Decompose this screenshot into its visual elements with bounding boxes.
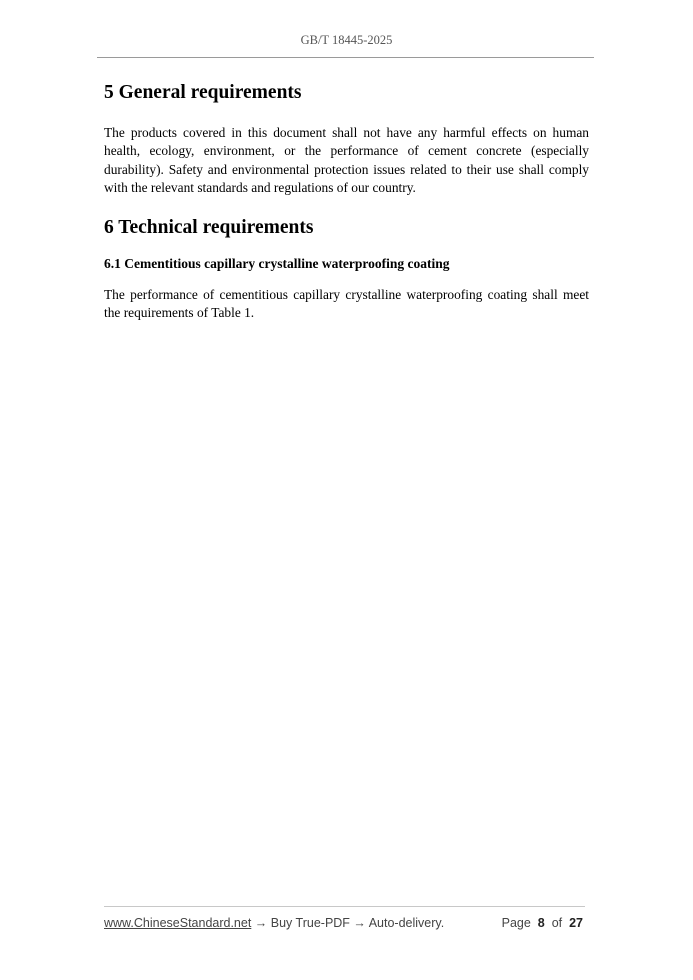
section-6-1-heading: 6.1 Cementitious capillary crystalline waterproofing coating xyxy=(104,256,450,272)
page-word: Page xyxy=(501,916,531,930)
footer-promo-text: → Buy True-PDF → Auto-delivery. xyxy=(251,916,445,930)
section-6-heading: 6 Technical requirements xyxy=(104,217,314,239)
header-divider xyxy=(97,57,594,58)
current-page-number: 8 xyxy=(537,916,545,930)
section-5-heading: 5 General requirements xyxy=(104,82,302,103)
running-header: GB/T 18445-2025 xyxy=(300,33,393,47)
section-6-1-paragraph: The performance of cementitious capillary crystalline waterproofing coating shall meet the requirements of Table 1. xyxy=(104,287,589,321)
site-link[interactable]: www.ChineseStandard.net xyxy=(104,916,252,930)
of-word: of xyxy=(551,916,563,930)
page-content xyxy=(104,80,589,323)
section-5-paragraph: The products covered in this document shall not have any harmful effects on human health, ecology, environment, or the performance of cement concrete (especially durability). Safety and environmental protection issues related to their use shall comply with the relevant standards and regulations of our country. xyxy=(104,125,589,195)
footer-divider xyxy=(104,906,585,907)
total-pages-number: 27 xyxy=(569,916,583,930)
footer-promo xyxy=(104,916,444,930)
page-indicator xyxy=(502,916,583,930)
